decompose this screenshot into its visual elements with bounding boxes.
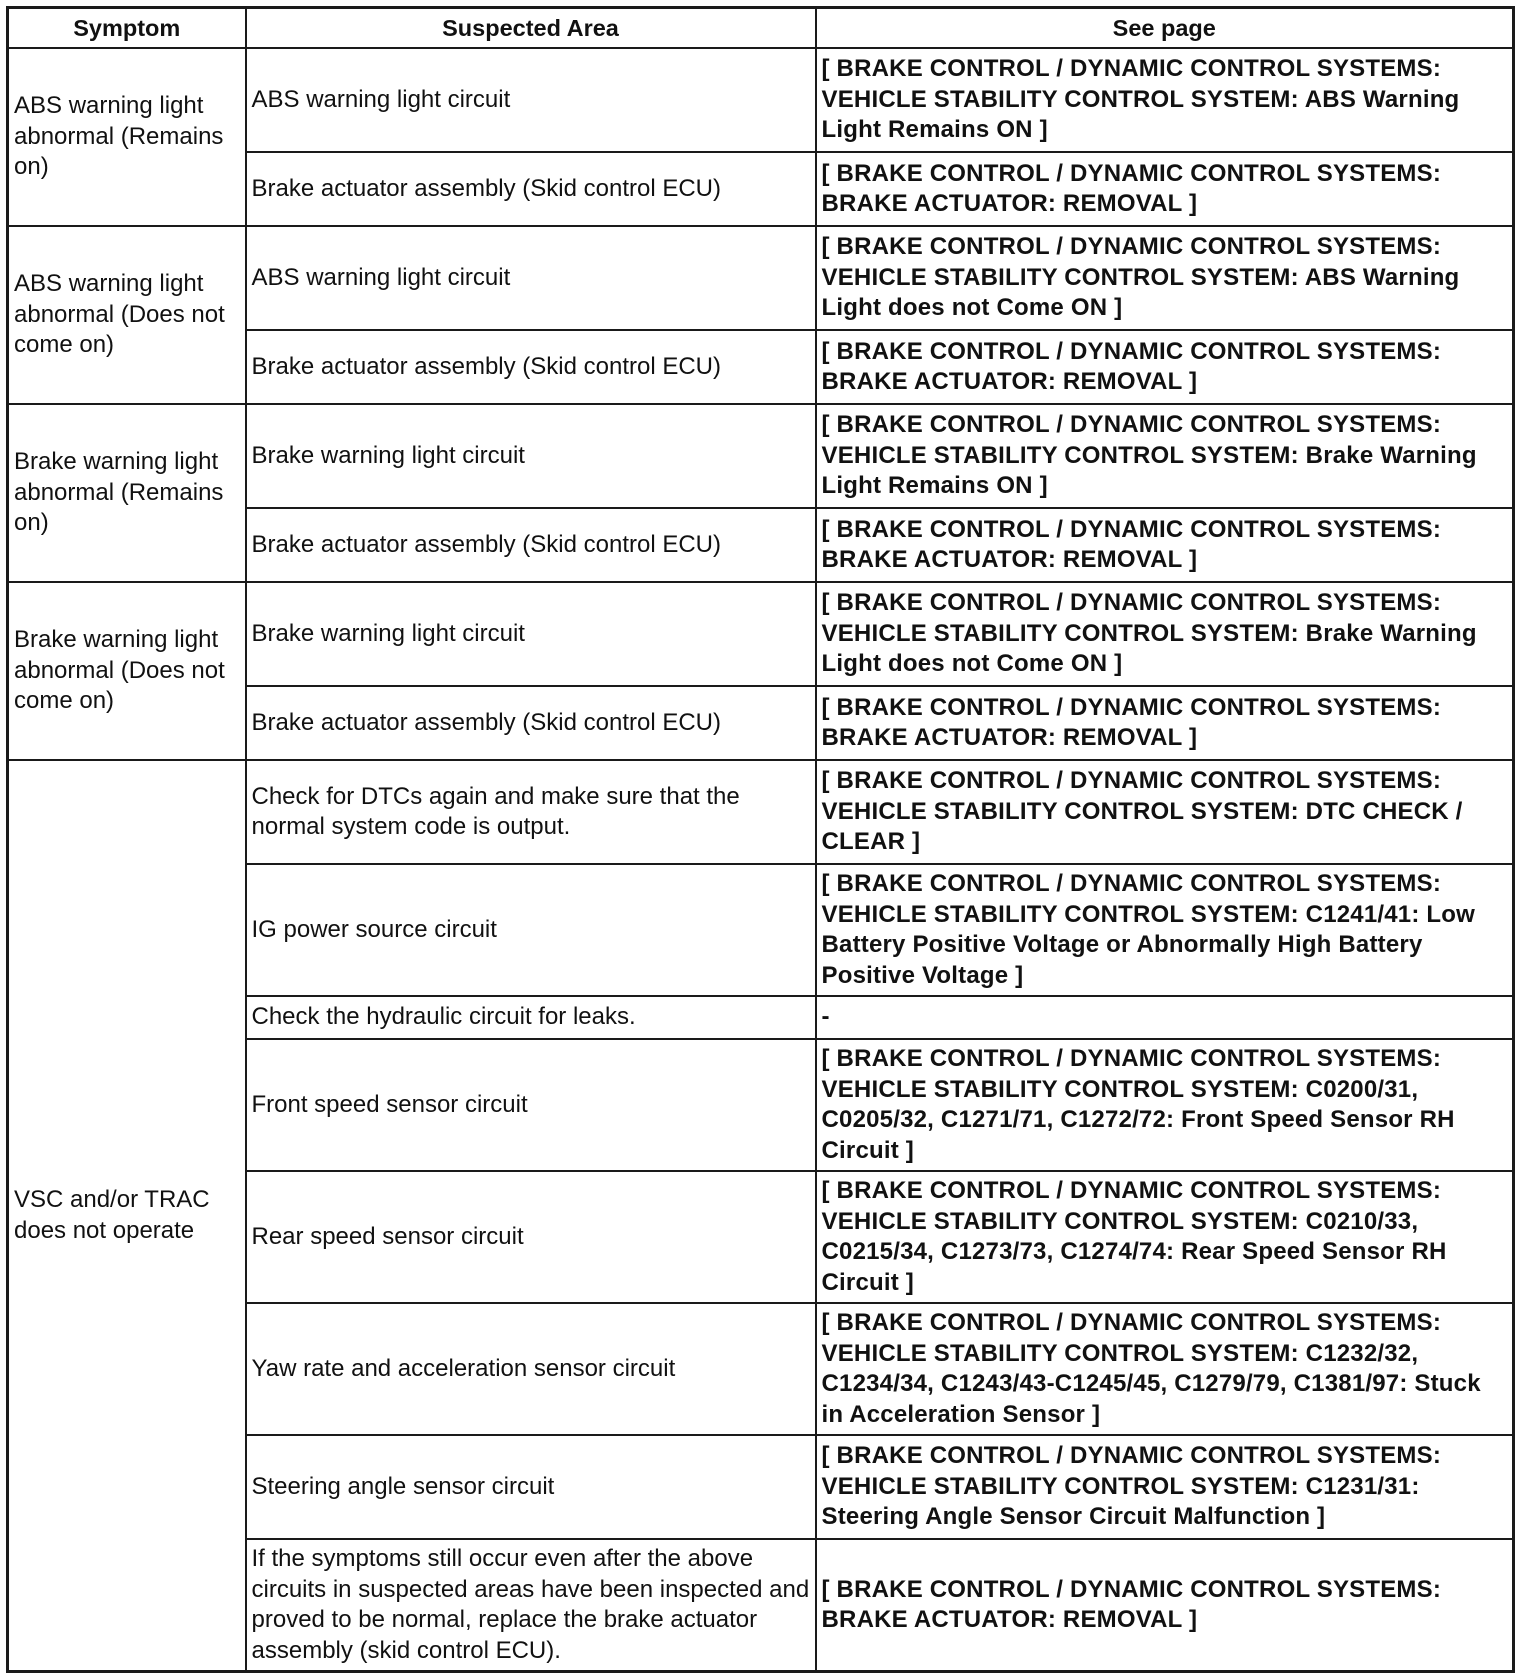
see-page-link[interactable]: [ BRAKE CONTROL / DYNAMIC CONTROL SYSTEMS: VEHICLE STABILITY CONTROL SYSTEM: Brake Warning Light does not Come ON ]: [816, 582, 1514, 686]
see-page-link[interactable]: [ BRAKE CONTROL / DYNAMIC CONTROL SYSTEMS: VEHICLE STABILITY CONTROL SYSTEM: Brake Warning Light Remains ON ]: [816, 404, 1514, 508]
suspected-area-cell: If the symptoms still occur even after the above circuits in suspected areas have been inspected and proved to be normal, replace the brake actuator assembly (skid control ECU).: [246, 1539, 816, 1672]
header-suspected-area: Suspected Area: [246, 8, 816, 49]
header-symptom: Symptom: [8, 8, 246, 49]
see-page-link[interactable]: [ BRAKE CONTROL / DYNAMIC CONTROL SYSTEMS: VEHICLE STABILITY CONTROL SYSTEM: ABS Warning Light Remains ON ]: [816, 48, 1514, 152]
header-see-page: See page: [816, 8, 1514, 49]
suspected-area-cell: Yaw rate and acceleration sensor circuit: [246, 1303, 816, 1435]
suspected-area-cell: Brake actuator assembly (Skid control ECU): [246, 152, 816, 226]
see-page-link[interactable]: [ BRAKE CONTROL / DYNAMIC CONTROL SYSTEMS: VEHICLE STABILITY CONTROL SYSTEM: C1231/31: Steering Angle Sensor Circuit Malfunction ]: [816, 1435, 1514, 1539]
symptom-cell: VSC and/or TRAC does not operate: [8, 760, 246, 1672]
table-row: [8, 404, 1514, 508]
see-page-link[interactable]: [ BRAKE CONTROL / DYNAMIC CONTROL SYSTEMS: BRAKE ACTUATOR: REMOVAL ]: [816, 330, 1514, 404]
see-page-link[interactable]: [ BRAKE CONTROL / DYNAMIC CONTROL SYSTEMS: VEHICLE STABILITY CONTROL SYSTEM: C0200/31, C0205/32, C1271/71, C1272/72: Front Speed Sensor RH Circuit ]: [816, 1039, 1514, 1171]
suspected-area-cell: Brake actuator assembly (Skid control ECU): [246, 508, 816, 582]
see-page-link[interactable]: [ BRAKE CONTROL / DYNAMIC CONTROL SYSTEMS: BRAKE ACTUATOR: REMOVAL ]: [816, 508, 1514, 582]
table-row: [8, 760, 1514, 864]
see-page-link[interactable]: [ BRAKE CONTROL / DYNAMIC CONTROL SYSTEMS: BRAKE ACTUATOR: REMOVAL ]: [816, 686, 1514, 760]
table-row: [8, 48, 1514, 152]
suspected-area-cell: Steering angle sensor circuit: [246, 1435, 816, 1539]
suspected-area-cell: Brake actuator assembly (Skid control ECU): [246, 686, 816, 760]
see-page-link[interactable]: [ BRAKE CONTROL / DYNAMIC CONTROL SYSTEMS: BRAKE ACTUATOR: REMOVAL ]: [816, 1539, 1514, 1672]
suspected-area-cell: Brake warning light circuit: [246, 404, 816, 508]
diagnostic-table: [6, 6, 1515, 1673]
see-page-link[interactable]: [ BRAKE CONTROL / DYNAMIC CONTROL SYSTEMS: VEHICLE STABILITY CONTROL SYSTEM: DTC CHECK / CLEAR ]: [816, 760, 1514, 864]
suspected-area-cell: Brake warning light circuit: [246, 582, 816, 686]
suspected-area-cell: ABS warning light circuit: [246, 226, 816, 330]
suspected-area-cell: Check the hydraulic circuit for leaks.: [246, 996, 816, 1039]
see-page-link[interactable]: [ BRAKE CONTROL / DYNAMIC CONTROL SYSTEMS: VEHICLE STABILITY CONTROL SYSTEM: C1241/41: Low Battery Positive Voltage or Abnormally High Battery Positive Voltage ]: [816, 864, 1514, 996]
table-row: [8, 226, 1514, 330]
see-page-value: -: [816, 996, 1514, 1039]
symptom-cell: Brake warning light abnormal (Does not come on): [8, 582, 246, 760]
see-page-link[interactable]: [ BRAKE CONTROL / DYNAMIC CONTROL SYSTEMS: BRAKE ACTUATOR: REMOVAL ]: [816, 152, 1514, 226]
header-row: [8, 8, 1514, 49]
see-page-link[interactable]: [ BRAKE CONTROL / DYNAMIC CONTROL SYSTEMS: VEHICLE STABILITY CONTROL SYSTEM: C0210/33, C0215/34, C1273/73, C1274/74: Rear Speed Sensor RH Circuit ]: [816, 1171, 1514, 1303]
table-row: [8, 582, 1514, 686]
see-page-link[interactable]: [ BRAKE CONTROL / DYNAMIC CONTROL SYSTEMS: VEHICLE STABILITY CONTROL SYSTEM: C1232/32, C1234/34, C1243/43-C1245/45, C1279/79, C1381/97: Stuck in Acceleration Sensor ]: [816, 1303, 1514, 1435]
suspected-area-cell: IG power source circuit: [246, 864, 816, 996]
suspected-area-cell: Front speed sensor circuit: [246, 1039, 816, 1171]
symptom-cell: ABS warning light abnormal (Does not come on): [8, 226, 246, 404]
symptom-cell: ABS warning light abnormal (Remains on): [8, 48, 246, 226]
suspected-area-cell: ABS warning light circuit: [246, 48, 816, 152]
see-page-link[interactable]: [ BRAKE CONTROL / DYNAMIC CONTROL SYSTEMS: VEHICLE STABILITY CONTROL SYSTEM: ABS Warning Light does not Come ON ]: [816, 226, 1514, 330]
suspected-area-cell: Rear speed sensor circuit: [246, 1171, 816, 1303]
suspected-area-cell: Check for DTCs again and make sure that the normal system code is output.: [246, 760, 816, 864]
suspected-area-cell: Brake actuator assembly (Skid control ECU): [246, 330, 816, 404]
symptom-cell: Brake warning light abnormal (Remains on): [8, 404, 246, 582]
